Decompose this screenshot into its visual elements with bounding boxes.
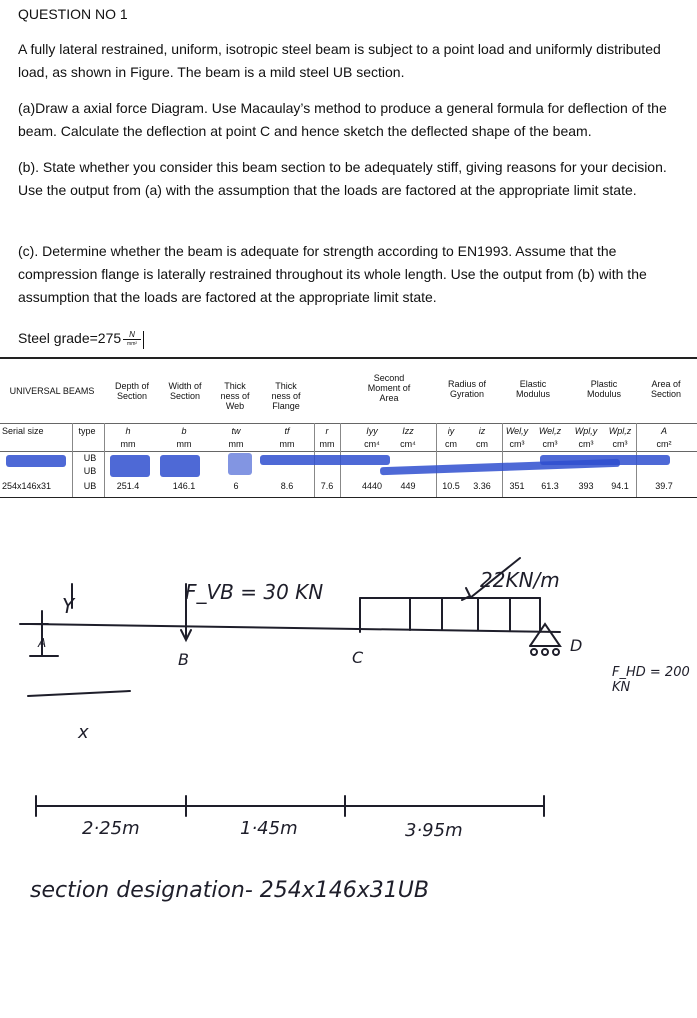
symbol-cell: tf: [284, 426, 290, 436]
unit-cell: mm: [120, 439, 136, 449]
steel-grade: [18, 330, 144, 349]
value-cell: 393: [578, 481, 594, 491]
dimension-label-2: 1·45m: [240, 818, 298, 839]
symbol-cell: Wpl,y: [574, 426, 598, 436]
redaction-mark: [6, 455, 66, 467]
beam-diagram: [0, 496, 697, 1018]
value-cell: 10.5: [442, 481, 460, 491]
header-radius: Radius of Gyration: [447, 379, 487, 399]
unit-cell: mm: [279, 439, 295, 449]
value-cell: 146.1: [172, 481, 196, 491]
beam-line: [30, 624, 560, 632]
value-cell: 449: [400, 481, 416, 491]
value-cell: 7.6: [320, 481, 334, 491]
unit-numerator: N: [123, 330, 141, 340]
y-label: Y: [62, 594, 75, 618]
point-b-label: B: [178, 650, 189, 669]
row-type: UB: [83, 453, 97, 463]
steel-grade-unit: [123, 330, 141, 349]
value-cell: 3.36: [473, 481, 491, 491]
roller: [531, 649, 537, 655]
symbol-cell: Izz: [402, 426, 414, 436]
redaction-mark: [228, 453, 252, 475]
col-line: [104, 423, 105, 497]
symbol-cell: iy: [447, 426, 455, 436]
unit-cell: cm⁴: [400, 439, 416, 449]
unit-cell: mm: [176, 439, 192, 449]
header-flange: Thick ness of Flange: [271, 381, 301, 411]
dimension-label-3: 3·95m: [405, 820, 463, 841]
reaction-label: F_HD = 200 KN: [612, 665, 690, 695]
dimension-label-1: 2·25m: [82, 818, 140, 839]
row-type: UB: [83, 466, 97, 476]
unit-cell: cm³: [578, 439, 594, 449]
header-elastic: Elastic Modulus: [515, 379, 551, 399]
symbol-cell: Wpl,z: [608, 426, 632, 436]
symbol-cell: iz: [478, 426, 486, 436]
col-line: [72, 423, 73, 497]
symbol-cell: tw: [231, 426, 241, 436]
unit-cell: cm: [445, 439, 457, 449]
type-label: type: [78, 426, 96, 436]
unit-cell: cm: [476, 439, 488, 449]
value-cell: 94.1: [611, 481, 629, 491]
symbol-cell: h: [125, 426, 131, 436]
unit-cell: cm³: [509, 439, 525, 449]
section-designation: section designation- 254x146x31UB: [30, 878, 429, 903]
header-width: Width of Section: [168, 381, 202, 401]
table-title: UNIVERSAL BEAMS: [9, 386, 95, 396]
unit-cell: cm³: [612, 439, 628, 449]
symbol-cell: r: [325, 426, 329, 436]
value-cell: 351: [509, 481, 525, 491]
roller: [553, 649, 559, 655]
point-load-label: F_VB = 30 KN: [185, 580, 324, 604]
row-type: UB: [83, 481, 97, 491]
section-table: [0, 357, 697, 498]
question-part-b: (b). State whether you consider this beam section to be adequately stiff, giving reasons for your decision. Use the output from (a) with the assumption that the loads are factored at the appropriate limit state.: [18, 159, 667, 198]
col-line: [436, 423, 437, 497]
point-a-label: A: [38, 636, 47, 650]
value-cell: 39.7: [655, 481, 673, 491]
value-cell: 4440: [361, 481, 383, 491]
point-c-label: C: [352, 648, 364, 667]
header-web: Thick ness of Web: [220, 381, 250, 411]
value-cell: 8.6: [280, 481, 294, 491]
question-heading: QUESTION NO 1: [18, 6, 128, 22]
question-part-a: (a)Draw a axial force Diagram. Use Macaulay’s method to produce a general formula for deflection of the beam. Calculate the deflection at point C and hence sketch the deflected shape of the beam.: [18, 100, 667, 139]
header-plastic: Plastic Modulus: [586, 379, 622, 399]
serial-size-label: Serial size: [2, 426, 44, 436]
value-cell: 61.3: [541, 481, 559, 491]
redaction-mark: [540, 455, 670, 465]
value-cell: 6: [233, 481, 239, 491]
dim-x-line: [28, 691, 130, 696]
header-area: Area of Section: [650, 379, 682, 399]
redaction-mark: [160, 455, 200, 477]
symbol-cell: Wel,y: [505, 426, 529, 436]
udl-label: 22KN/m: [480, 568, 560, 592]
unit-denominator: mm²: [127, 341, 138, 347]
unit-cell: cm⁴: [364, 439, 380, 449]
symbol-cell: Wel,z: [538, 426, 562, 436]
col-line: [502, 423, 503, 497]
value-cell: 251.4: [116, 481, 140, 491]
symbol-cell: Iyy: [366, 426, 378, 436]
steel-grade-text: Steel grade=275: [18, 330, 122, 347]
unit-cell: mm: [228, 439, 244, 449]
redaction-mark: [110, 455, 150, 477]
unit-cell: cm²: [656, 439, 672, 449]
header-depth: Depth of Section: [114, 381, 150, 401]
symbol-cell: A: [660, 426, 667, 436]
unit-cell: cm³: [542, 439, 558, 449]
unit-bar: [143, 331, 144, 349]
support-d: [530, 624, 560, 646]
symbol-cell: b: [181, 426, 187, 436]
question-part-c: (c). Determine whether the beam is adequate for strength according to EN1993. Assume that the compression flange is laterally restrained throughout its whole length. Use the output from (b) with the assumption that the loads are factored at the appropriate limit state.: [18, 243, 647, 305]
header-second-moment: Second Moment of Area: [367, 373, 411, 403]
row-serial: 254x146x31: [2, 481, 52, 491]
roller: [542, 649, 548, 655]
question-intro: A fully lateral restrained, uniform, isotropic steel beam is subject to a point load and uniformly distributed load, as shown in Figure. The beam is a mild steel UB section.: [18, 41, 661, 80]
unit-cell: mm: [319, 439, 335, 449]
point-d-label: D: [570, 636, 583, 655]
redaction-mark: [260, 455, 390, 465]
x-label: x: [78, 722, 89, 743]
